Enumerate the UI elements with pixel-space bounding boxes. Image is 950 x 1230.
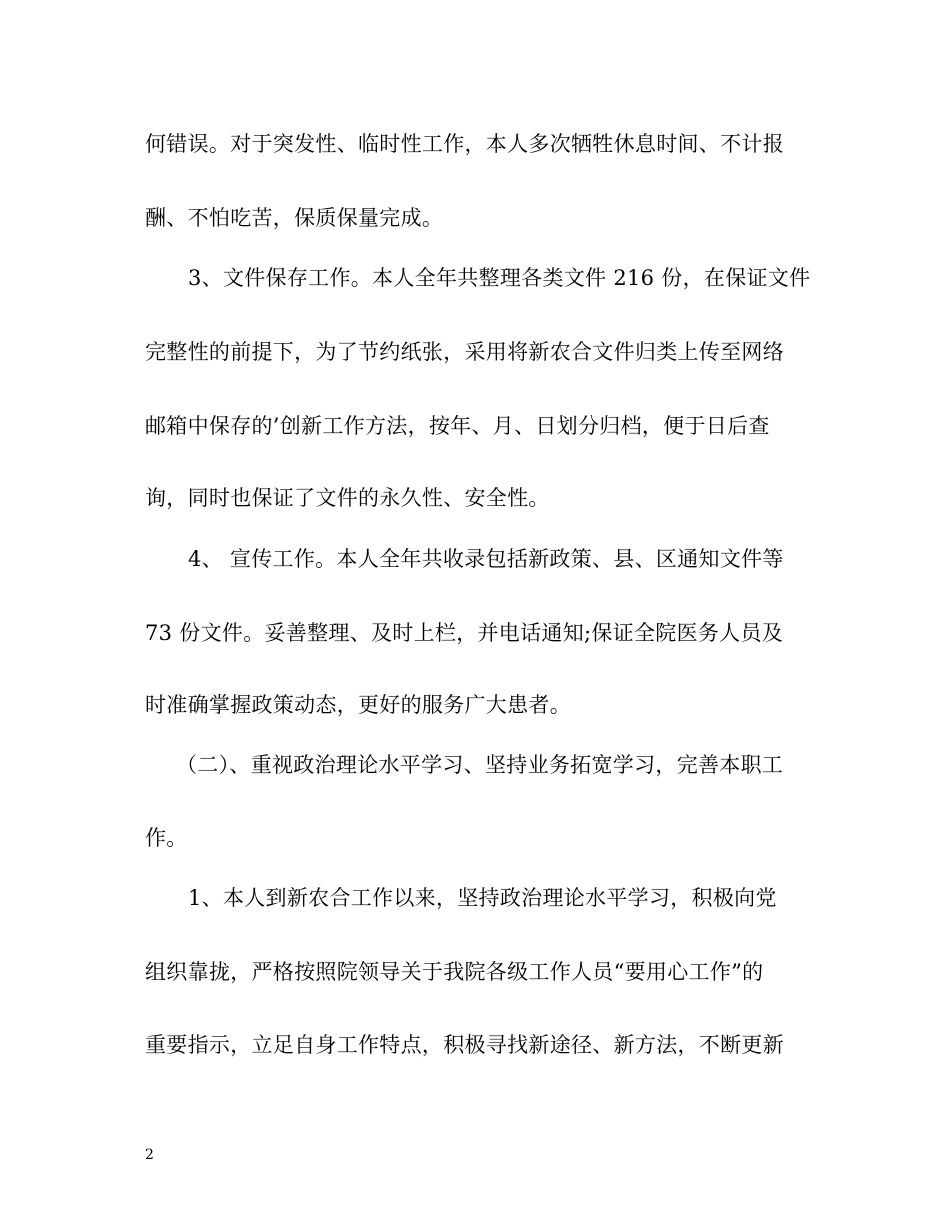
text-line: 4、 宣传工作。本人全年共收录包括新政策、县、区通知文件等: [188, 547, 784, 571]
page-number: 2: [145, 1147, 154, 1163]
text-line: 时准确掌握政策动态，更好的服务广大患者。: [145, 693, 571, 717]
text-line: 询，同时也保证了文件的永久性、安全性。: [145, 486, 550, 510]
text-line: 3、文件保存工作。本人全年共整理各类文件 216 份，在保证文件: [188, 266, 811, 290]
text-line: 组织靠拢，严格按照院领导关于我院各级工作人员“要用心工作”的: [145, 960, 764, 984]
text-line: 何错误。对于突发性、临时性工作，本人多次牺牲休息时间、不计报: [145, 132, 784, 156]
text-line: 完整性的前提下，为了节约纸张，采用将新农合文件归类上传至网络: [145, 340, 784, 364]
text-line: 酬、不怕吃苦，保质保量完成。: [145, 206, 444, 230]
text-line: 作。: [145, 826, 188, 850]
text-line: （二）、重视政治理论水平学习、坚持业务拓宽学习，完善本职工: [176, 753, 784, 777]
text-line: 73 份文件。妥善整理、及时上栏，并电话通知;保证全院医务人员及: [145, 621, 784, 645]
text-line: 邮箱中保存的’创新工作方法，按年、月、日划分归档，便于日后查: [145, 414, 770, 438]
text-line: 重要指示，立足自身工作特点，积极寻找新途径、新方法，不断更新: [145, 1033, 784, 1057]
text-line: 1、本人到新农合工作以来，坚持政治理论水平学习，积极向党: [188, 886, 777, 910]
